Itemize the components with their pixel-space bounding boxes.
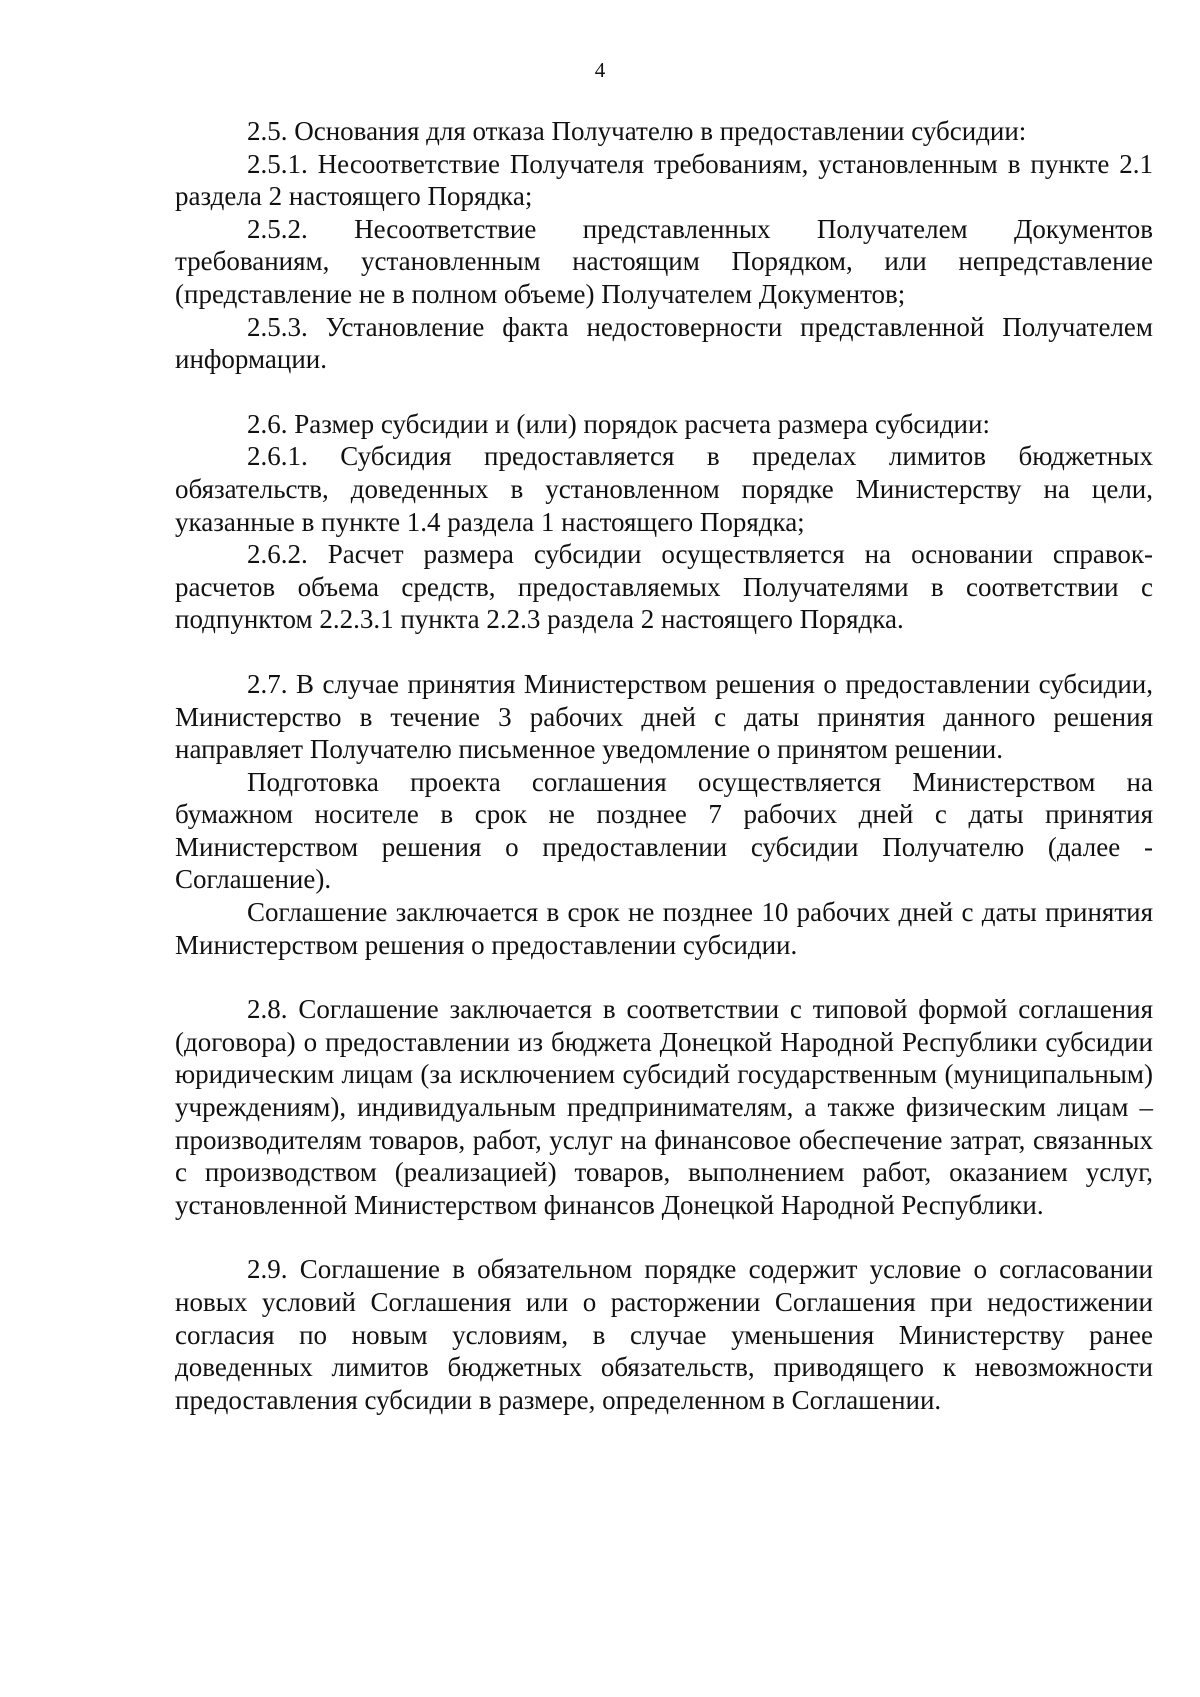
paragraph-2-5-2: 2.5.2. Несоответствие представленных Получателем Документов требованиям, установленным настоящим Порядком, или непредставление (представление не в полном объеме) Получателем Документов; [175, 213, 1153, 309]
paragraph-2-7-preparation: Подготовка проекта соглашения осуществляется Министерством на бумажном носителе в срок не позднее 7 рабочих дней с даты принятия Министерством решения о предоставлении субсидии Получателю (далее - Соглашение). [175, 766, 1153, 895]
paragraph-2-6-2: 2.6.2. Расчет размера субсидии осуществляется на основании справок-расчетов объема средств, предоставляемых Получателями в соответствии с подпунктом 2.2.3.1 пункта 2.2.3 раздела 2 настоящего Порядка. [175, 539, 1153, 635]
paragraph-spacer [175, 636, 1153, 668]
paragraph-2-5: 2.5. Основания для отказа Получателю в предоставлении субсидии: [247, 116, 1027, 146]
document-body [175, 115, 1153, 1416]
paragraph-spacer [175, 961, 1153, 993]
paragraph-2-6-1: 2.6.1. Субсидия предоставляется в пределах лимитов бюджетных обязательств, доведенных в установленном порядке Министерству на цели, указанные в пункте 1.4 раздела 1 настоящего Порядка; [175, 441, 1153, 537]
paragraph-2-7: 2.7. В случае принятия Министерством решения о предоставлении субсидии, Министерство в течение 3 рабочих дней с даты принятия данного решения направляет Получателю письменное уведомление о принятом решении. [175, 668, 1153, 765]
paragraph-2-7-conclusion: Соглашение заключается в срок не позднее 10 рабочих дней с даты принятия Министерством решения о предоставлении субсидии. [175, 897, 1153, 960]
paragraph-spacer [175, 376, 1153, 408]
paragraph-2-6: 2.6. Размер субсидии и (или) порядок расчета размера субсидии: [247, 408, 990, 439]
paragraph-2-8: 2.8. Соглашение заключается в соответствии с типовой формой соглашения (договора) о предоставлении из бюджета Донецкой Народной Республики субсидии юридическим лицам (за исключением субсидий государственным (муниципальным) учреждениям), индивидуальным предпринимателям, а также физическим лицам – производителям товаров, работ, услуг на финансовое обеспечение затрат, связанных с производством (реализацией) товаров, выполнением работ, оказанием услуг, установленной Министерством финансов Донецкой Народной Республики. [175, 994, 1153, 1220]
paragraph-2-5-1: 2.5.1. Несоответствие Получателя требованиям, установленным в пункте 2.1 раздела 2 настоящего Порядка; [175, 148, 1153, 212]
paragraph-2-5-3: 2.5.3. Установление факта недостоверности представленной Получателем информации. [175, 311, 1153, 375]
paragraph-spacer [175, 1221, 1153, 1253]
page-number: 4 [594, 58, 606, 82]
paragraph-2-9: 2.9. Соглашение в обязательном порядке содержит условие о согласовании новых условий Соглашения или о расторжении Соглашения при недостижении согласия по новым условиям, в случае уменьшения Министерству ранее доведенных лимитов бюджетных обязательств, приводящего к невозможности предоставления субсидии в размере, определенном в Соглашении. [175, 1254, 1153, 1415]
